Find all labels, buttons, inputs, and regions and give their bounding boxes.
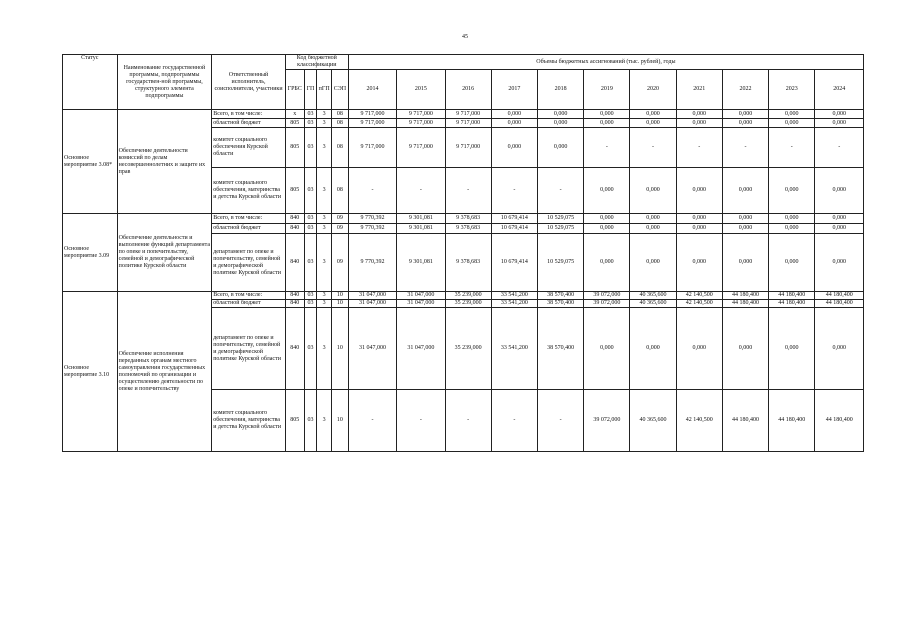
row-code: х [285,110,304,119]
row-code: 840 [285,300,304,308]
row-code: 3 [317,168,332,214]
row-value: 9 770,392 [348,214,396,224]
row-code: 08 [332,128,349,168]
row-code: 3 [317,300,332,308]
row-code: 03 [304,292,317,300]
row-value: 0,000 [630,224,676,234]
row-value: 38 570,400 [537,292,583,300]
row-value: 0,000 [584,234,630,292]
row-value: 44 180,400 [769,292,815,300]
row-value: 44 180,400 [722,390,768,452]
row-value: 33 541,200 [491,300,537,308]
table-row [63,214,864,224]
row-code: 08 [332,119,349,128]
row-value: 0,000 [722,224,768,234]
row-value: 0,000 [676,119,722,128]
table-header [63,55,864,110]
row-value: 0,000 [769,168,815,214]
header-code-sep: СЭП [332,70,349,110]
row-value: 44 180,400 [815,390,864,452]
row-value: 0,000 [491,119,537,128]
row-value: 0,000 [584,110,630,119]
header-year: 2015 [397,70,445,110]
row-value: 39 072,000 [584,390,630,452]
row-value: - [769,128,815,168]
header-name: Наименование государственной программы, подпрограммы государствен-ной программы, структурного элемента подпрограммы [117,55,212,110]
row-value: 0,000 [722,234,768,292]
row-code: 08 [332,110,349,119]
row-value: - [397,390,445,452]
row-value: 40 365,600 [630,390,676,452]
row-value: 9 717,000 [397,119,445,128]
row-value: 9 378,683 [445,214,491,224]
row-value: 0,000 [630,214,676,224]
row-code: 840 [285,308,304,390]
row-value: 0,000 [815,234,864,292]
row-value: 0,000 [769,119,815,128]
row-value: 10 529,075 [537,224,583,234]
row-value: 0,000 [769,308,815,390]
row-value: 0,000 [815,224,864,234]
row-value: 0,000 [769,224,815,234]
row-value: 0,000 [722,110,768,119]
row-code: 840 [285,224,304,234]
row-executor: департамент по опеке и попечительству, семейной и демографической политике Курской области [212,234,286,292]
row-executor: комитет социального обеспечения, материнства и детства Курской области [212,168,286,214]
row-code: 03 [304,214,317,224]
header-year: 2018 [537,70,583,110]
section-status: Основное мероприятие 3.10 [63,292,118,452]
row-executor: Всего, в том числе: [212,214,286,224]
row-executor: областной бюджет [212,119,286,128]
row-value: 33 541,200 [491,292,537,300]
row-value: 0,000 [769,110,815,119]
row-value: 10 679,414 [491,214,537,224]
header-year: 2017 [491,70,537,110]
row-value: 9 378,683 [445,234,491,292]
row-value: 0,000 [815,119,864,128]
row-value: 0,000 [722,308,768,390]
header-code-gp: ГП [304,70,317,110]
row-code: 805 [285,390,304,452]
row-code: 03 [304,119,317,128]
row-value: - [491,168,537,214]
row-code: 10 [332,390,349,452]
section-status: Основное мероприятие 3.09 [63,214,118,292]
row-value: 0,000 [815,110,864,119]
budget-table [62,54,864,452]
row-code: 10 [332,308,349,390]
section-name: Обеспечение деятельности комиссий по делам несовершеннолетних и защите их прав [117,110,212,214]
row-value: - [584,128,630,168]
row-value: 9 717,000 [445,128,491,168]
row-value: - [348,390,396,452]
row-value: 9 770,392 [348,224,396,234]
row-value: 0,000 [537,110,583,119]
row-code: 3 [317,214,332,224]
row-value: 10 529,075 [537,214,583,224]
row-value: 31 047,000 [348,292,396,300]
row-value: 9 770,392 [348,234,396,292]
row-value: 9 717,000 [397,128,445,168]
row-value: 0,000 [630,234,676,292]
row-code: 840 [285,234,304,292]
row-value: 0,000 [537,119,583,128]
row-value: 44 180,400 [722,292,768,300]
row-code: 03 [304,308,317,390]
row-value: 44 180,400 [769,390,815,452]
row-value: 0,000 [676,110,722,119]
row-value: 0,000 [769,234,815,292]
row-code: 03 [304,234,317,292]
header-year: 2023 [769,70,815,110]
row-code: 3 [317,110,332,119]
row-value: 0,000 [769,214,815,224]
row-code: 3 [317,119,332,128]
header-executor: Ответственный исполнитель, соисполнители, участники [212,55,286,110]
row-executor: областной бюджет [212,300,286,308]
row-code: 09 [332,224,349,234]
row-code: 10 [332,300,349,308]
row-value: 0,000 [630,119,676,128]
row-code: 03 [304,390,317,452]
row-executor: департамент по опеке и попечительству, семейной и демографической политике Курской области [212,308,286,390]
row-value: 0,000 [722,119,768,128]
row-value: 39 072,000 [584,300,630,308]
row-value: 35 239,000 [445,300,491,308]
row-code: 805 [285,128,304,168]
section-status: Основное мероприятие 3.08* [63,110,118,214]
row-value: 9 301,081 [397,214,445,224]
row-value: - [722,128,768,168]
row-value: - [537,168,583,214]
row-value: 39 072,000 [584,292,630,300]
row-value: - [537,390,583,452]
page-number: 45 [462,34,468,40]
row-value: 44 180,400 [815,292,864,300]
row-value: 0,000 [491,110,537,119]
row-value: 38 570,400 [537,300,583,308]
row-value: 42 140,500 [676,300,722,308]
row-value: 35 239,000 [445,308,491,390]
row-code: 3 [317,224,332,234]
row-code: 08 [332,168,349,214]
row-value: 0,000 [722,214,768,224]
row-code: 3 [317,390,332,452]
header-year: 2021 [676,70,722,110]
row-value: 38 570,400 [537,308,583,390]
row-code: 3 [317,292,332,300]
header-year: 2022 [722,70,768,110]
row-value: 0,000 [584,308,630,390]
row-value: 9 717,000 [445,119,491,128]
row-code: 3 [317,308,332,390]
row-value: 31 047,000 [397,300,445,308]
row-code: 03 [304,128,317,168]
row-value: 0,000 [815,308,864,390]
row-value: 0,000 [676,308,722,390]
row-value: - [445,390,491,452]
row-value: 40 365,600 [630,300,676,308]
row-value: 0,000 [676,168,722,214]
row-value: - [491,390,537,452]
row-code: 09 [332,234,349,292]
row-code: 840 [285,292,304,300]
row-code: 805 [285,168,304,214]
row-value: 9 717,000 [348,128,396,168]
row-value: 9 717,000 [348,119,396,128]
header-code-grbs: ГРБС [285,70,304,110]
row-value: 10 529,075 [537,234,583,292]
row-value: 0,000 [584,119,630,128]
row-value: 40 365,600 [630,292,676,300]
row-code: 03 [304,300,317,308]
row-value: 9 301,081 [397,234,445,292]
row-value: 0,000 [491,128,537,168]
header-year: 2019 [584,70,630,110]
row-value: 31 047,000 [348,300,396,308]
row-code: 09 [332,214,349,224]
row-value: - [630,128,676,168]
row-code: 10 [332,292,349,300]
row-value: 9 717,000 [397,110,445,119]
header-year: 2014 [348,70,396,110]
section-name: Обеспечение деятельности и выполнение функций департамента по опеке и попечительству, семейной и демографической политике Курской области [117,214,212,292]
row-executor: областной бюджет [212,224,286,234]
row-code: 805 [285,119,304,128]
row-value: - [815,128,864,168]
row-value: 0,000 [676,234,722,292]
row-value: 0,000 [815,168,864,214]
row-value: - [348,168,396,214]
row-code: 3 [317,234,332,292]
row-value: 44 180,400 [722,300,768,308]
header-year: 2016 [445,70,491,110]
row-executor: Всего, в том числе: [212,292,286,300]
table-row [63,292,864,300]
header-year: 2024 [815,70,864,110]
row-value: 0,000 [815,214,864,224]
row-value: 42 140,500 [676,390,722,452]
row-code: 03 [304,224,317,234]
row-value: 0,000 [722,168,768,214]
row-code: 03 [304,168,317,214]
row-value: 10 679,414 [491,224,537,234]
row-value: 31 047,000 [348,308,396,390]
row-value: 0,000 [584,224,630,234]
row-value: - [676,128,722,168]
row-value: 9 301,081 [397,224,445,234]
row-value: 9 717,000 [348,110,396,119]
row-value: 31 047,000 [397,292,445,300]
section-name: Обеспечение исполнения переданных органам местного самоуправления государственных полномочий по организации и осуществлению деятельности по опеке и попечительству [117,292,212,452]
row-value: 31 047,000 [397,308,445,390]
row-value: 0,000 [630,168,676,214]
row-value: 10 679,414 [491,234,537,292]
table-row [63,110,864,119]
row-executor: комитет социального обеспечения, материнства и детства Курской области [212,390,286,452]
row-value: 0,000 [584,214,630,224]
row-code: 3 [317,128,332,168]
row-value: - [397,168,445,214]
table-body [63,110,864,452]
row-value: 9 717,000 [445,110,491,119]
row-value: - [445,168,491,214]
header-code-pgp: пГП [317,70,332,110]
row-executor: Всего, в том числе: [212,110,286,119]
row-value: 44 180,400 [769,300,815,308]
row-value: 35 239,000 [445,292,491,300]
row-value: 0,000 [584,168,630,214]
header-volume-group: Объемы бюджетных ассигнований (тыс. рублей), годы [348,55,863,70]
row-value: 0,000 [630,308,676,390]
row-value: 9 378,683 [445,224,491,234]
row-value: 42 140,500 [676,292,722,300]
header-status: Статус [63,55,118,110]
row-value: 0,000 [630,110,676,119]
row-code: 840 [285,214,304,224]
row-value: 0,000 [676,214,722,224]
header-code-group: Код бюджетной классификации [285,55,348,70]
row-executor: комитет социального обеспечения Курской области [212,128,286,168]
row-value: 44 180,400 [815,300,864,308]
row-value: 0,000 [537,128,583,168]
row-value: 33 541,200 [491,308,537,390]
row-value: 0,000 [676,224,722,234]
header-year: 2020 [630,70,676,110]
row-code: 03 [304,110,317,119]
